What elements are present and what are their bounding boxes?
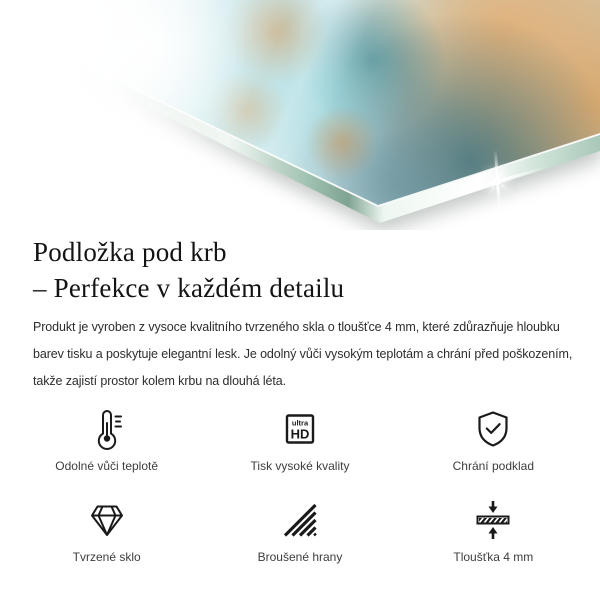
- feature-label: Tisk vysoké kvality: [250, 459, 350, 473]
- feature-item-heat-resistant: [10, 407, 203, 474]
- ultra-hd-icon-text-bottom: HD: [290, 426, 310, 442]
- glass-panel-photo: [0, 0, 600, 230]
- diamond-icon: [85, 498, 129, 542]
- ultra-hd-icon: [278, 407, 322, 451]
- glass-reflection: [0, 0, 600, 230]
- thermometer-icon: [85, 407, 129, 451]
- title-line-2: – Perfekce v každém detailu: [33, 273, 345, 303]
- feature-item-polished-edges: [203, 498, 396, 565]
- feature-item-tempered-glass: [10, 498, 203, 565]
- ultra-hd-icon-text-top: ultra: [291, 418, 309, 428]
- feature-label: Odolné vůči teplotě: [55, 459, 159, 473]
- feature-label: Tloušťka 4 mm: [453, 550, 534, 564]
- product-hero: [0, 0, 600, 230]
- title-line-1: Podložka pod krb: [33, 237, 227, 267]
- page-title: [33, 234, 600, 306]
- feature-label: Chrání podklad: [452, 459, 535, 473]
- thickness-4mm-icon: [471, 498, 515, 542]
- feature-label: Broušené hrany: [257, 550, 343, 564]
- feature-item-print-quality: [203, 407, 396, 474]
- glass-art-surface: [0, 0, 600, 230]
- features-grid: [10, 407, 590, 565]
- beveled-edges-icon: [278, 498, 322, 542]
- shield-check-icon: [471, 407, 515, 451]
- feature-item-protects-surface: [397, 407, 590, 474]
- product-description: Produkt je vyroben z vysoce kvalitního tvrzeného skla o tloušťce 4 mm, které zdůrazňuje hloubku barev tisku a poskytuje elegantní lesk. Je odolný vůči vysokým teplotám a chrání před poškozením, takže zajistí prostor kolem krbu na dlouhá léta.: [33, 320, 573, 388]
- feature-label: Tvrzené sklo: [72, 550, 141, 564]
- feature-item-thickness: [397, 498, 590, 565]
